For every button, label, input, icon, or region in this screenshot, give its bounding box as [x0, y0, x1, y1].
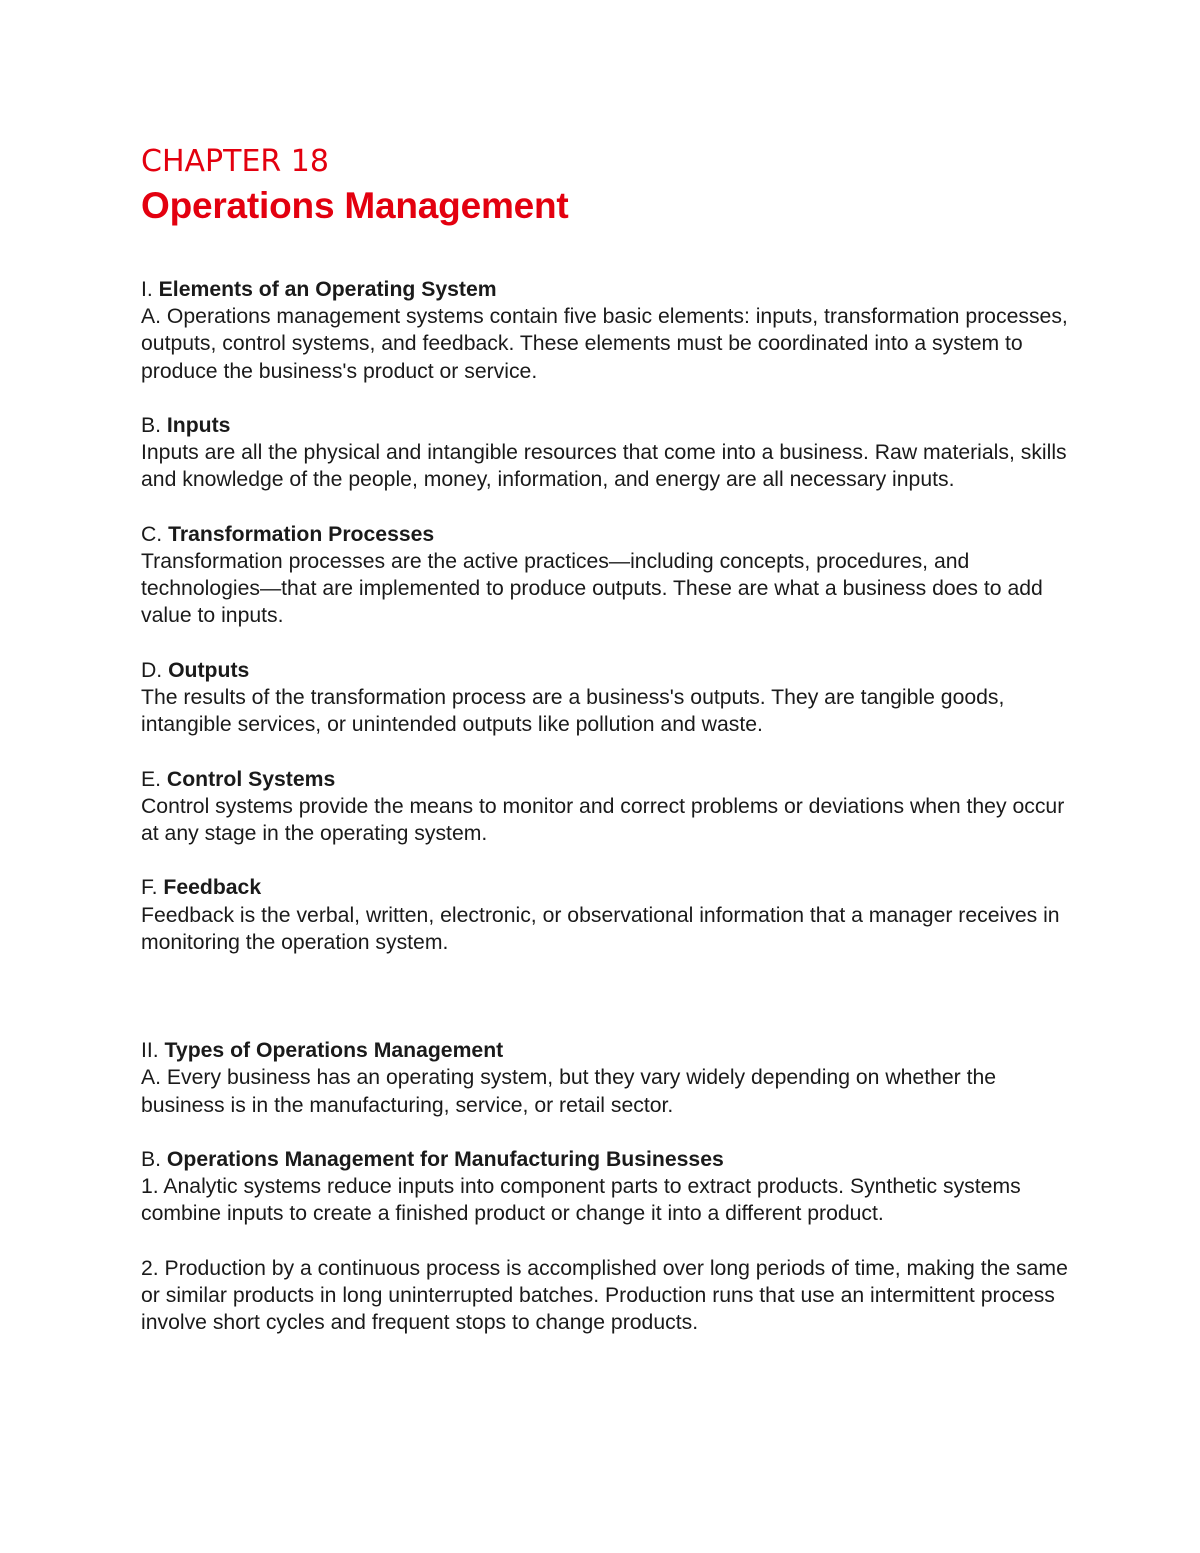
item-inputs: [141, 412, 1081, 494]
item-control-heading: Control Systems: [166, 767, 336, 791]
item-feedback-prefix: F.: [141, 876, 164, 900]
item-control-systems: [141, 766, 1081, 848]
item-outputs-heading: Outputs: [168, 658, 250, 682]
item-feedback-heading: Feedback: [163, 876, 262, 900]
section-2-intro-block: [141, 1037, 1081, 1119]
item-feedback-body: Feedback is the verbal, written, electronic, or observational information that a manager receives in monitoring the operation system.: [141, 903, 1060, 954]
chapter-label: CHAPTER 18: [141, 144, 329, 179]
item-outputs-body: The results of the transformation process are a business's outputs. They are tangible goods, intangible services, or unintended outputs like pollution and waste.: [141, 686, 1005, 737]
section-elements: [141, 276, 1081, 956]
item-transformation-heading: Transformation Processes: [168, 522, 435, 546]
subsection-manufacturing-prefix: B.: [141, 1147, 167, 1171]
item-outputs-prefix: D.: [141, 658, 169, 682]
item-control-prefix: E.: [141, 767, 167, 791]
item-control-heading-line: [141, 766, 1081, 793]
section-1-heading-line: [141, 276, 1081, 303]
section-1-prefix: I.: [141, 278, 159, 301]
subsection-manufacturing-heading-line: [141, 1146, 1081, 1173]
chapter-title: Operations Management: [141, 185, 569, 226]
section-2-prefix: II.: [141, 1039, 165, 1063]
item-inputs-prefix: B.: [141, 414, 167, 437]
section-spacer: [141, 983, 1081, 1037]
manufacturing-point-1: 1. Analytic systems reduce inputs into component parts to extract products. Synthetic systems combine inputs to create a finished product or change it into a different product.: [141, 1175, 1021, 1226]
section-2-heading-line: [141, 1037, 1081, 1064]
section-1-heading: Elements of an Operating System: [158, 278, 497, 301]
item-inputs-body: Inputs are all the physical and intangible resources that come into a business. Raw materials, skills and knowledge of the people, money, information, and energy are all necessary inputs.: [141, 441, 1067, 492]
item-outputs: [141, 657, 1081, 739]
item-feedback-heading-line: [141, 874, 1081, 901]
item-transformation-body: Transformation processes are the active practices—including concepts, procedures, and technologies—that are implemented to produce outputs. These are what a business does to add value to inputs.: [141, 550, 1043, 628]
manufacturing-point-2: 2. Production by a continuous process is accomplished over long periods of time, making the same or similar products in long uninterrupted batches. Production runs that use an intermittent process involve short cycles and frequent stops to change products.: [141, 1256, 1068, 1335]
document-page: [141, 140, 1081, 1364]
section-1-intro: A. Operations management systems contain five basic elements: inputs, transformation processes, outputs, control systems, and feedback. These elements must be coordinated into a system to produce the business's product or service.: [141, 305, 1068, 383]
item-transformation-prefix: C.: [141, 522, 169, 546]
item-transformation-heading-line: [141, 521, 1081, 548]
subsection-manufacturing: [141, 1146, 1081, 1228]
section-1-intro-block: [141, 276, 1081, 385]
manufacturing-point-2-block: [141, 1255, 1081, 1337]
section-2-intro: A. Every business has an operating system, but they vary widely depending on whether the business is in the manufacturing, service, or retail sector.: [141, 1066, 997, 1117]
item-outputs-heading-line: [141, 657, 1081, 684]
item-transformation: [141, 521, 1081, 630]
item-inputs-heading-line: [141, 412, 1081, 439]
item-feedback: [141, 874, 1081, 956]
item-inputs-heading: Inputs: [166, 414, 231, 437]
section-types: [141, 1037, 1081, 1336]
item-control-body: Control systems provide the means to monitor and correct problems or deviations when they occur at any stage in the operating system.: [141, 794, 1065, 845]
subsection-manufacturing-heading: Operations Management for Manufacturing Businesses: [166, 1147, 724, 1171]
section-2-heading: Types of Operations Management: [164, 1039, 504, 1063]
